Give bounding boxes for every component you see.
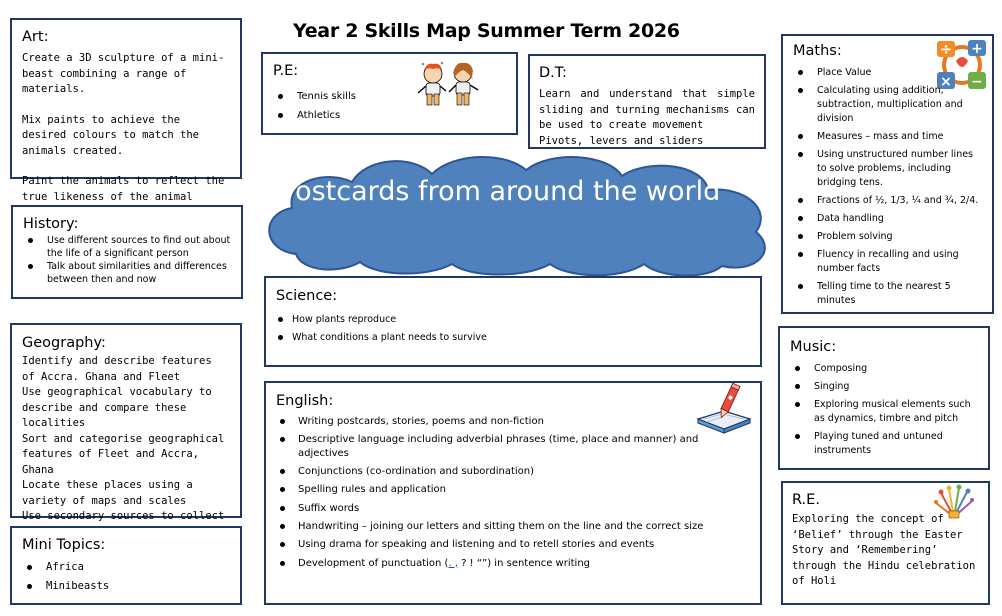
punctuation-link[interactable]: . , bbox=[448, 557, 459, 569]
dt-box bbox=[528, 54, 766, 149]
music-item: Playing tuned and untuned instruments bbox=[790, 430, 978, 458]
art-box bbox=[10, 18, 242, 203]
science-box bbox=[264, 276, 762, 367]
english-item: Conjunctions (co-ordination and subordination) bbox=[276, 465, 750, 479]
maths-item: Telling time to the nearest 5 minutes bbox=[793, 280, 982, 308]
mini-topics-item: Africa bbox=[22, 558, 230, 577]
music-item: Exploring musical elements such as dynamics, timbre and pitch bbox=[790, 398, 978, 426]
pe-item: Tennis skills bbox=[273, 87, 506, 106]
english-box bbox=[264, 381, 762, 605]
english-item: Descriptive language including adverbial phrases (time, place and manner) and adjectives bbox=[276, 433, 750, 460]
geography-line: Use secondary sources to collect bbox=[22, 510, 225, 522]
pe-title: P.E: bbox=[273, 63, 299, 79]
topic-title: Postcards from around the world bbox=[279, 176, 721, 207]
music-box bbox=[778, 326, 990, 470]
history-box bbox=[11, 205, 243, 299]
page-title: Year 2 Skills Map Summer Term 2026 bbox=[293, 20, 680, 42]
music-item: Composing bbox=[790, 362, 978, 376]
english-item: Suffix words bbox=[276, 502, 750, 516]
history-title: History: bbox=[23, 216, 79, 232]
geography-line: Use geographical vocabulary to describe and compare these localities bbox=[22, 386, 212, 429]
maths-item: Place Value bbox=[793, 66, 982, 80]
pencil-book-icon bbox=[694, 381, 754, 437]
re-text: Exploring the concept of ‘Belief’ through the Easter Story and ‘Remembering’ through the Hindu celebration of Holi bbox=[792, 513, 976, 587]
maths-box bbox=[781, 34, 994, 314]
english-title: English: bbox=[276, 393, 334, 409]
pe-box bbox=[261, 52, 518, 135]
art-title: Art: bbox=[22, 29, 49, 45]
maths-item: Using unstructured number lines to solve problems, including bridging tens. bbox=[793, 148, 982, 190]
geography-title: Geography: bbox=[22, 335, 106, 351]
svg-text:×: × bbox=[940, 74, 952, 90]
dt-text-2: Pivots, levers and sliders bbox=[539, 134, 704, 147]
art-paragraph: Create a 3D sculpture of a mini-beast combining a range of materials. bbox=[22, 52, 225, 95]
geography-line: Locate these places using a variety of maps and scales bbox=[22, 479, 193, 507]
science-item: How plants reproduce bbox=[276, 311, 750, 329]
geography-box bbox=[10, 323, 242, 522]
music-item: Singing bbox=[790, 380, 978, 394]
maths-item: Fractions of ½, 1/3, ¼ and ¾, 2/4. bbox=[793, 194, 982, 208]
celebration-icon bbox=[933, 485, 975, 519]
english-item: Writing postcards, stories, poems and non-fiction bbox=[276, 415, 750, 429]
english-item: Spelling rules and application bbox=[276, 483, 750, 497]
children-exercising-icon bbox=[415, 60, 483, 108]
dt-text: Learn and understand that simple sliding and turning mechanisms can be used to create movement bbox=[539, 88, 755, 131]
mini-topics-item: Minibeasts bbox=[22, 577, 230, 596]
re-box bbox=[781, 481, 990, 605]
geography-line: Identify and describe features of Accra. Ghana and Fleet bbox=[22, 355, 212, 383]
mini-topics-box bbox=[10, 526, 242, 605]
art-paragraph: Paint the animals to reflect the true likeness of the animal bbox=[22, 175, 225, 203]
maths-item: Problem solving bbox=[793, 230, 982, 244]
english-item: Handwriting – joining our letters and sitting them on the line and the correct size bbox=[276, 520, 750, 534]
punctuation-text-end: ? ! “”) in sentence writing bbox=[458, 557, 590, 569]
pe-item: Athletics bbox=[273, 106, 506, 125]
maths-item: Data handling bbox=[793, 212, 982, 226]
science-item: What conditions a plant needs to survive bbox=[276, 329, 750, 347]
svg-text:−: − bbox=[971, 74, 983, 90]
english-item: Using drama for speaking and listening and to retell stories and events bbox=[276, 538, 750, 552]
science-title: Science: bbox=[276, 288, 338, 304]
geography-line: Sort and categorise geographical features of Fleet and Accra, Ghana bbox=[22, 432, 225, 476]
maths-item: Measures – mass and time bbox=[793, 130, 982, 144]
music-title: Music: bbox=[790, 339, 837, 355]
history-item: Use different sources to find out about the life of a significant person bbox=[23, 234, 231, 260]
english-item-punctuation bbox=[276, 557, 750, 571]
maths-item: Fluency in recalling and using number facts bbox=[793, 248, 982, 276]
svg-text:+: + bbox=[971, 41, 983, 57]
maths-item: Calculating using addition, subtraction, multiplication and division bbox=[793, 84, 982, 126]
dt-title: D.T: bbox=[539, 65, 567, 81]
history-item: Talk about similarities and differences between then and now bbox=[23, 260, 231, 286]
svg-text:÷: ÷ bbox=[939, 40, 953, 58]
art-paragraph: Mix paints to achieve the desired colours to match the animals created. bbox=[22, 113, 200, 157]
punctuation-text-start: Development of punctuation ( bbox=[298, 557, 449, 569]
mini-topics-title: Mini Topics: bbox=[22, 537, 106, 553]
re-title: R.E. bbox=[792, 492, 820, 508]
maths-title: Maths: bbox=[793, 43, 842, 59]
